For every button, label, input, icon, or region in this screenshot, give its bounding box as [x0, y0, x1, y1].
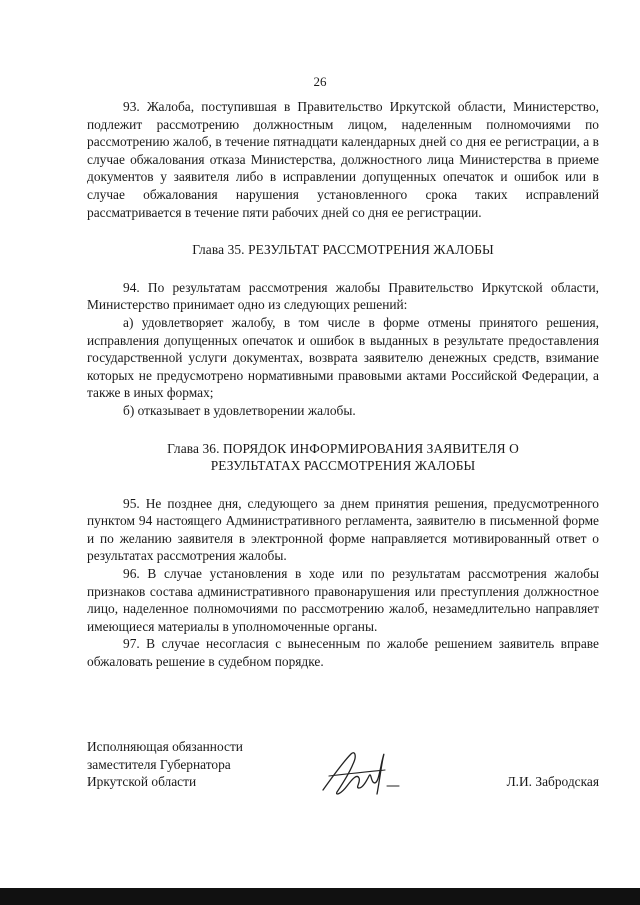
paragraph-94-a: а) удовлетворяет жалобу, в том числе в форме отмены принятого решения, исправления допущенных опечаток и ошибок в выданных в результате предоставления государственной услуги документах, возврата заявителю денежных средств, взимание которых не предусмотрено нормативными правовыми актами Российской Федерации, а также в иных формах; — [87, 314, 599, 401]
paragraph-97: 97. В случае несогласия с вынесенным по жалобе решением заявитель вправе обжаловать решение в судебном порядке. — [87, 636, 599, 670]
chapter-36-title-line2: РЕЗУЛЬТАТАХ РАССМОТРЕНИЯ ЖАЛОБЫ — [210, 458, 476, 474]
scan-bottom-edge — [0, 888, 640, 905]
signer-title-line2: заместителя Губернатора — [87, 756, 231, 772]
paragraph-94: 94. По результатам рассмотрения жалобы Правительство Иркутской области, Министерство принимает одно из следующих решений: — [87, 279, 599, 313]
page-number: 26 — [313, 74, 327, 89]
signer-title-line3: Иркутской области — [87, 774, 197, 790]
signature-block — [87, 738, 599, 808]
chapter-35-title: Глава 35. РЕЗУЛЬТАТ РАССМОТРЕНИЯ ЖАЛОБЫ — [192, 242, 494, 258]
document-body — [87, 98, 599, 671]
paragraph-96: 96. В случае установления в ходе или по результатам рассмотрения жалобы признаков состава административного правонарушения или преступления должностное лицо, наделенное полномочиями по рассмотрению жалоб, незамедлительно направляет имеющиеся материалы в уполномоченные органы. — [87, 566, 599, 634]
signer-title — [87, 738, 307, 791]
chapter-36-title-line1: Глава 36. ПОРЯДОК ИНФОРМИРОВАНИЯ ЗАЯВИТЕЛЯ О — [167, 440, 519, 456]
paragraph-95: 95. Не позднее дня, следующего за днем принятия решения, предусмотренного пунктом 94 настоящего Административного регламента, заявителю в письменной форме и по желанию заявителя в электронной форме направляется мотивированный ответ о результатах рассмотрения жалобы. — [87, 495, 599, 564]
paragraph-94-b: б) отказывает в удовлетворении жалобы. — [123, 402, 356, 418]
handwritten-signature — [315, 746, 411, 802]
signer-name: Л.И. Забродская — [506, 774, 599, 789]
paragraph-93: 93. Жалоба, поступившая в Правительство Иркутской области, Министерство, подлежит рассмотрению должностным лицом, наделенным полномочиями по рассмотрению жалоб, в течение пятнадцати календарных дней со дня ее регистрации, а в случае обжалования отказа Министерства, должностного лица Министерства в приеме документов у заявителя либо в исправлении допущенных опечаток и ошибок или в случае обжалования нарушения установленного срока таких исправлений рассматривается в течение пяти рабочих дней со дня ее регистрации. — [87, 99, 599, 220]
signer-title-line1: Исполняющая обязанности — [87, 739, 243, 754]
